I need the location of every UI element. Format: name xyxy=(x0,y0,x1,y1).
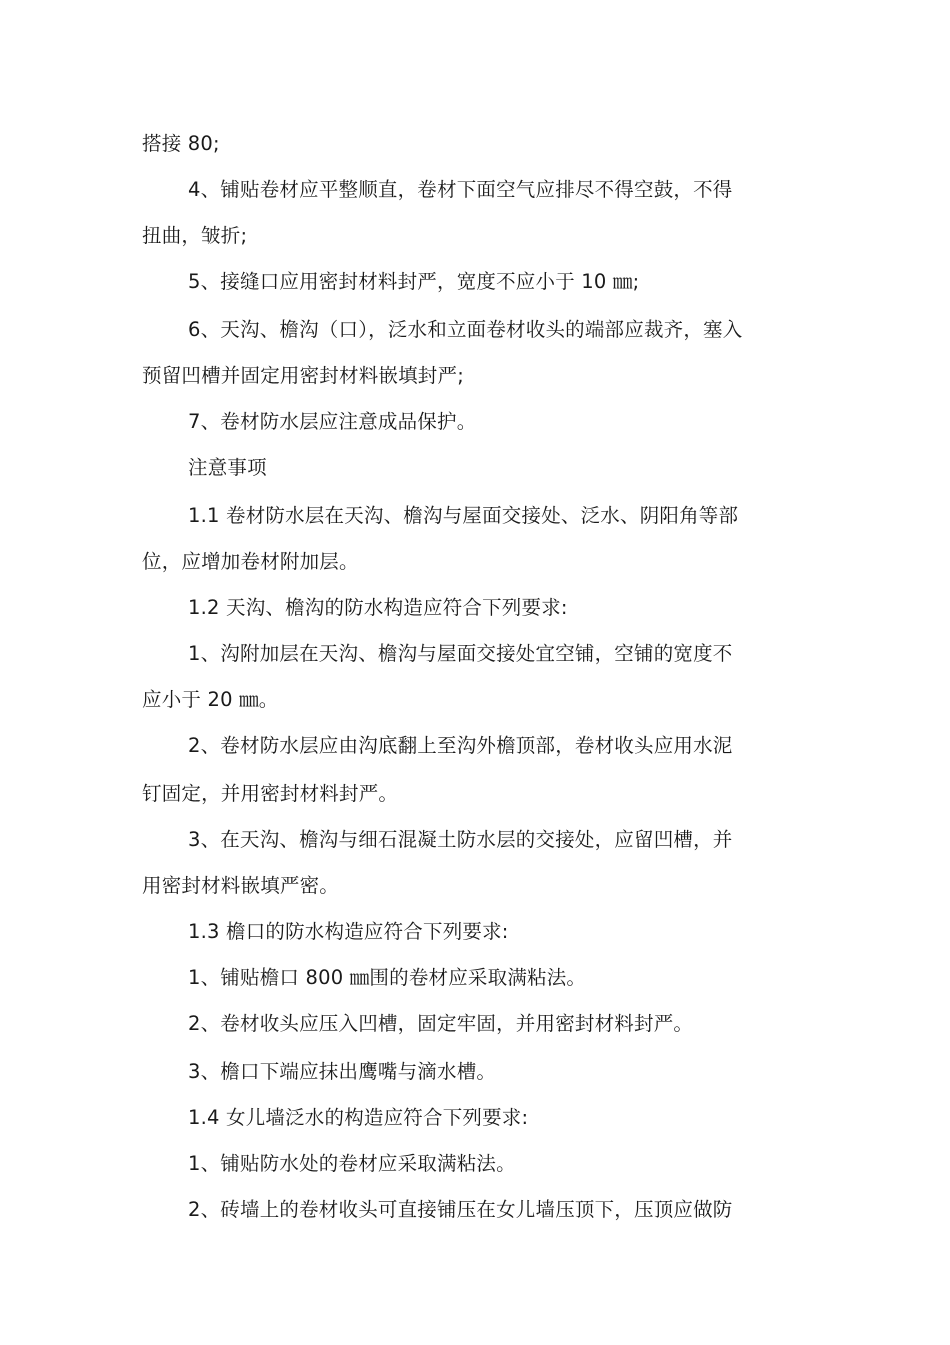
text-line: 2、砖墙上的卷材收头可直接铺压在女儿墙压顶下，压顶应做防 xyxy=(188,1198,733,1221)
text-line: 1、沟附加层在天沟、檐沟与屋面交接处宜空铺，空铺的宽度不 xyxy=(188,642,733,665)
text-line: 7、卷材防水层应注意成品保护。 xyxy=(188,410,477,433)
section-heading: 注意事项 xyxy=(188,456,267,479)
text-line: 3、在天沟、檐沟与细石混凝土防水层的交接处，应留凹槽，并 xyxy=(188,828,733,851)
text-line: 4、铺贴卷材应平整顺直，卷材下面空气应排尽不得空鼓，不得 xyxy=(188,178,733,201)
text-line: 5、接缝口应用密封材料封严，宽度不应小于 10 ㎜; xyxy=(188,270,640,293)
text-line: 应小于 20 ㎜。 xyxy=(142,688,279,711)
text-line: 搭接 80; xyxy=(142,132,220,155)
text-line: 1.3 檐口的防水构造应符合下列要求: xyxy=(188,920,509,943)
text-line: 2、卷材收头应压入凹槽，固定牢固，并用密封材料封严。 xyxy=(188,1012,694,1035)
text-line: 1、铺贴防水处的卷材应采取满粘法。 xyxy=(188,1152,516,1175)
text-line: 1、铺贴檐口 800 ㎜围的卷材应采取满粘法。 xyxy=(188,966,587,989)
text-line: 用密封材料嵌填严密。 xyxy=(142,874,340,897)
text-line: 预留凹槽并固定用密封材料嵌填封严; xyxy=(142,364,464,387)
text-line: 位，应增加卷材附加层。 xyxy=(142,550,359,573)
text-line: 1.2 天沟、檐沟的防水构造应符合下列要求: xyxy=(188,596,568,619)
text-line: 2、卷材防水层应由沟底翻上至沟外檐顶部，卷材收头应用水泥 xyxy=(188,734,733,757)
text-line: 钉固定，并用密封材料封严。 xyxy=(142,782,399,805)
text-line: 1.1 卷材防水层在天沟、檐沟与屋面交接处、泛水、阴阳角等部 xyxy=(188,504,739,527)
text-line: 1.4 女儿墙泛水的构造应符合下列要求: xyxy=(188,1106,529,1129)
text-line: 3、檐口下端应抹出鹰嘴与滴水槽。 xyxy=(188,1060,497,1083)
text-line: 6、天沟、檐沟（口），泛水和立面卷材收头的端部应裁齐，塞入 xyxy=(188,318,743,341)
text-line: 扭曲，皱折; xyxy=(142,224,248,247)
